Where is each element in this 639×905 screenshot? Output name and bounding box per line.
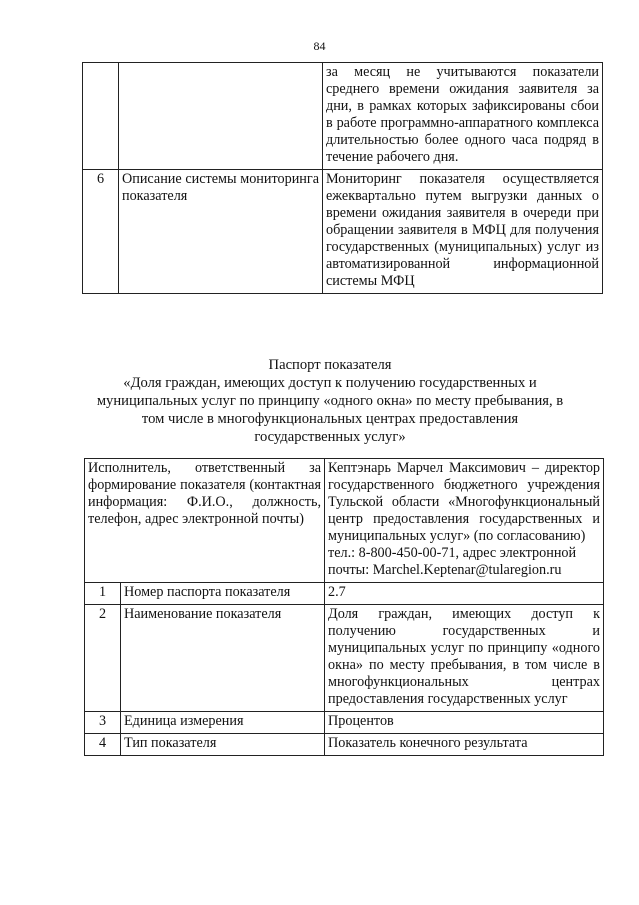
row-value: Показатель конечного результата bbox=[325, 734, 604, 756]
row-label: Единица измерения bbox=[121, 712, 325, 734]
row-label: Тип показателя bbox=[121, 734, 325, 756]
passport-title-line: муниципальных услуг по принципу «одного окна» по месту пребывания, в bbox=[96, 393, 564, 409]
row-number: 6 bbox=[83, 170, 119, 294]
table-row bbox=[83, 170, 603, 294]
row-label: Наименование показателя bbox=[121, 605, 325, 712]
passport-table bbox=[84, 458, 604, 756]
executor-contact: тел.: 8-800-450-00-71, адрес электронной почты: Marchel.Keptenar@tularegion.ru bbox=[328, 545, 577, 578]
executor-cell bbox=[325, 459, 604, 583]
indicator-table-continuation bbox=[82, 62, 603, 294]
table-row bbox=[85, 583, 604, 605]
table-row bbox=[83, 63, 603, 170]
row-number: 1 bbox=[85, 583, 121, 605]
row-number: 4 bbox=[85, 734, 121, 756]
continuation-text: за месяц не учитываются показатели среднего времени ожидания заявителя за дни, в рамках которых зафиксированы сбои в работе программно-аппаратного комплекса длительностью более одного часа подряд в течение рабочего дня. bbox=[323, 63, 603, 170]
table-row bbox=[85, 605, 604, 712]
page-number: 84 bbox=[313, 39, 326, 53]
table-row bbox=[85, 734, 604, 756]
table-row bbox=[85, 712, 604, 734]
row-value: 2.7 bbox=[325, 583, 604, 605]
passport-title-line: «Доля граждан, имеющих доступ к получению государственных и bbox=[123, 375, 537, 391]
table-row bbox=[85, 459, 604, 583]
row-value: Доля граждан, имеющих доступ к получению государственных и муниципальных услуг по принципу «одного окна» по месту пребывания, в том числе в многофункциональных центрах предоставления государственных услуг bbox=[325, 605, 604, 712]
executor-value: Кептэнарь Марчел Максимович – директор государственного бюджетного учреждения Тульской области «Многофункциональный центр предоставления государственных и муниципальных услуг» (по согласованию) bbox=[328, 460, 601, 544]
row-value: Процентов bbox=[325, 712, 604, 734]
row-number: 3 bbox=[85, 712, 121, 734]
passport-heading: Паспорт показателя bbox=[268, 357, 392, 373]
row-number: 2 bbox=[85, 605, 121, 712]
row-label: Номер паспорта показателя bbox=[121, 583, 325, 605]
executor-label: Исполнитель, ответственный за формирование показателя (контактная информация: Ф.И.О., должность, телефон, адрес электронной почты) bbox=[85, 459, 325, 583]
passport-title-line: том числе в многофункциональных центрах предоставления bbox=[141, 411, 519, 427]
table-cell-label-empty bbox=[119, 63, 323, 170]
row-label: Описание системы мониторинга показателя bbox=[119, 170, 323, 294]
passport-title-line: государственных услуг» bbox=[254, 429, 406, 445]
table-cell-num-empty bbox=[83, 63, 119, 170]
passport-title bbox=[60, 356, 600, 446]
row-value: Мониторинг показателя осуществляется ежеквартально путем выгрузки данных о времени ожидания заявителя в очереди при обращении заявителя в МФЦ для получения государственных (муниципальных) услуг из автоматизированной информационной системы МФЦ bbox=[323, 170, 603, 294]
